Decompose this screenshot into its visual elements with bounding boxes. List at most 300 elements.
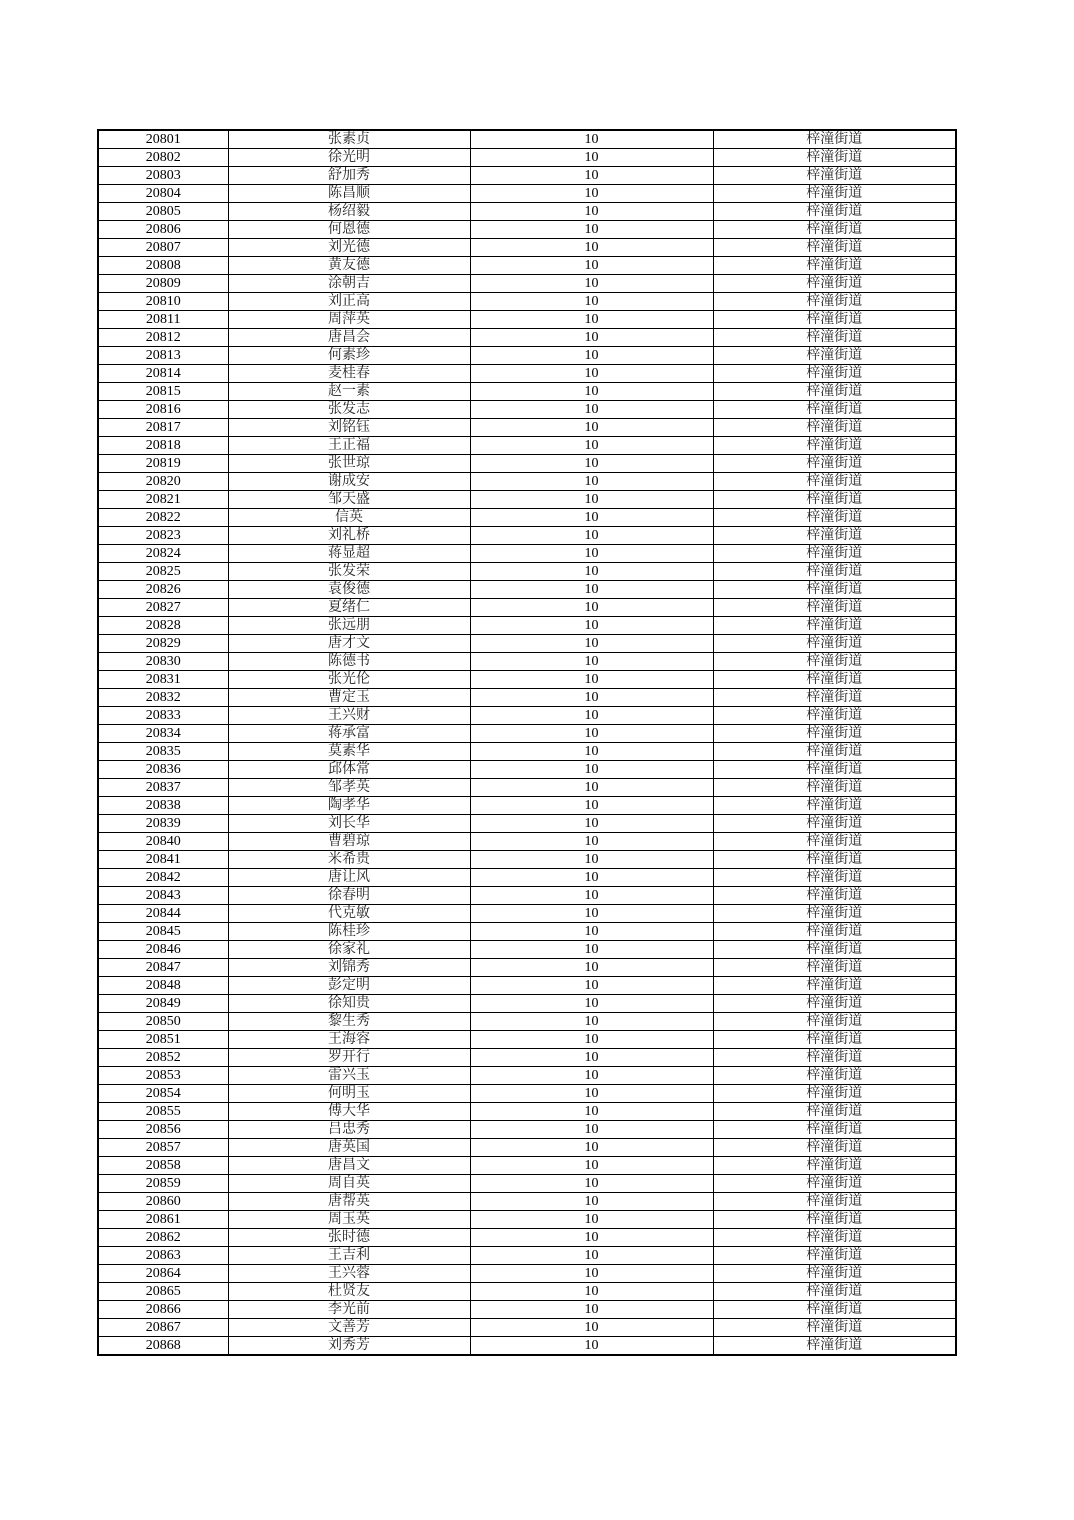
table-row <box>98 941 956 959</box>
cell-amount: 10 <box>470 1031 713 1049</box>
cell-amount: 10 <box>470 995 713 1013</box>
cell-street: 梓潼街道 <box>713 221 956 239</box>
cell-id: 20841 <box>98 851 228 869</box>
cell-amount: 10 <box>470 221 713 239</box>
table-row <box>98 365 956 383</box>
cell-id: 20868 <box>98 1337 228 1356</box>
table-row <box>98 1265 956 1283</box>
cell-street: 梓潼街道 <box>713 473 956 491</box>
cell-id: 20810 <box>98 293 228 311</box>
cell-name: 张发志 <box>228 401 470 419</box>
cell-name: 唐帮英 <box>228 1193 470 1211</box>
table-row <box>98 1247 956 1265</box>
cell-street: 梓潼街道 <box>713 581 956 599</box>
cell-street: 梓潼街道 <box>713 959 956 977</box>
table-row <box>98 383 956 401</box>
table-row <box>98 149 956 167</box>
cell-name: 周玉英 <box>228 1211 470 1229</box>
cell-amount: 10 <box>470 347 713 365</box>
cell-name: 张发荣 <box>228 563 470 581</box>
cell-street: 梓潼街道 <box>713 1175 956 1193</box>
cell-street: 梓潼街道 <box>713 203 956 221</box>
cell-amount: 10 <box>470 833 713 851</box>
cell-amount: 10 <box>470 167 713 185</box>
cell-amount: 10 <box>470 365 713 383</box>
cell-street: 梓潼街道 <box>713 707 956 725</box>
cell-amount: 10 <box>470 1013 713 1031</box>
table-row <box>98 617 956 635</box>
table-row <box>98 545 956 563</box>
table-row <box>98 995 956 1013</box>
cell-id: 20847 <box>98 959 228 977</box>
cell-id: 20846 <box>98 941 228 959</box>
cell-amount: 10 <box>470 130 713 149</box>
cell-name: 刘锦秀 <box>228 959 470 977</box>
cell-street: 梓潼街道 <box>713 455 956 473</box>
cell-amount: 10 <box>470 743 713 761</box>
cell-id: 20859 <box>98 1175 228 1193</box>
cell-street: 梓潼街道 <box>713 1013 956 1031</box>
table-row <box>98 1283 956 1301</box>
cell-street: 梓潼街道 <box>713 617 956 635</box>
cell-id: 20849 <box>98 995 228 1013</box>
cell-amount: 10 <box>470 815 713 833</box>
cell-name: 夏绪仁 <box>228 599 470 617</box>
cell-name: 徐知贵 <box>228 995 470 1013</box>
cell-amount: 10 <box>470 671 713 689</box>
cell-amount: 10 <box>470 419 713 437</box>
cell-name: 王兴财 <box>228 707 470 725</box>
cell-street: 梓潼街道 <box>713 743 956 761</box>
cell-street: 梓潼街道 <box>713 437 956 455</box>
table-row <box>98 671 956 689</box>
cell-amount: 10 <box>470 1319 713 1337</box>
table-row <box>98 1013 956 1031</box>
cell-street: 梓潼街道 <box>713 671 956 689</box>
cell-name: 邱体常 <box>228 761 470 779</box>
table-row <box>98 401 956 419</box>
cell-amount: 10 <box>470 635 713 653</box>
table-row <box>98 419 956 437</box>
cell-name: 刘光德 <box>228 239 470 257</box>
cell-amount: 10 <box>470 959 713 977</box>
cell-amount: 10 <box>470 1175 713 1193</box>
table-row <box>98 959 956 977</box>
cell-amount: 10 <box>470 1247 713 1265</box>
cell-name: 信英 <box>228 509 470 527</box>
table-row <box>98 347 956 365</box>
cell-amount: 10 <box>470 653 713 671</box>
cell-amount: 10 <box>470 1193 713 1211</box>
cell-street: 梓潼街道 <box>713 167 956 185</box>
cell-name: 何素珍 <box>228 347 470 365</box>
table-row <box>98 257 956 275</box>
table-row <box>98 293 956 311</box>
cell-name: 周萍英 <box>228 311 470 329</box>
cell-id: 20807 <box>98 239 228 257</box>
cell-id: 20808 <box>98 257 228 275</box>
cell-amount: 10 <box>470 851 713 869</box>
table-row <box>98 1175 956 1193</box>
cell-id: 20832 <box>98 689 228 707</box>
cell-id: 20815 <box>98 383 228 401</box>
cell-id: 20811 <box>98 311 228 329</box>
cell-street: 梓潼街道 <box>713 851 956 869</box>
table-row <box>98 923 956 941</box>
cell-id: 20838 <box>98 797 228 815</box>
cell-id: 20831 <box>98 671 228 689</box>
table-row <box>98 1049 956 1067</box>
cell-name: 赵一素 <box>228 383 470 401</box>
cell-id: 20824 <box>98 545 228 563</box>
cell-street: 梓潼街道 <box>713 257 956 275</box>
cell-amount: 10 <box>470 689 713 707</box>
cell-amount: 10 <box>470 275 713 293</box>
cell-name: 李光前 <box>228 1301 470 1319</box>
cell-amount: 10 <box>470 1283 713 1301</box>
cell-id: 20833 <box>98 707 228 725</box>
cell-street: 梓潼街道 <box>713 653 956 671</box>
cell-street: 梓潼街道 <box>713 185 956 203</box>
cell-id: 20809 <box>98 275 228 293</box>
cell-amount: 10 <box>470 383 713 401</box>
cell-name: 雷兴玉 <box>228 1067 470 1085</box>
cell-street: 梓潼街道 <box>713 1319 956 1337</box>
cell-id: 20828 <box>98 617 228 635</box>
cell-id: 20805 <box>98 203 228 221</box>
cell-id: 20857 <box>98 1139 228 1157</box>
table-row <box>98 563 956 581</box>
cell-name: 罗开行 <box>228 1049 470 1067</box>
table-row <box>98 1031 956 1049</box>
cell-id: 20860 <box>98 1193 228 1211</box>
cell-amount: 10 <box>470 1211 713 1229</box>
cell-amount: 10 <box>470 581 713 599</box>
cell-street: 梓潼街道 <box>713 509 956 527</box>
cell-name: 张素贞 <box>228 130 470 149</box>
cell-amount: 10 <box>470 1085 713 1103</box>
table-row <box>98 1337 956 1356</box>
cell-id: 20852 <box>98 1049 228 1067</box>
cell-amount: 10 <box>470 779 713 797</box>
cell-name: 曹定玉 <box>228 689 470 707</box>
cell-street: 梓潼街道 <box>713 563 956 581</box>
table-row <box>98 1229 956 1247</box>
cell-name: 唐昌文 <box>228 1157 470 1175</box>
cell-street: 梓潼街道 <box>713 779 956 797</box>
cell-street: 梓潼街道 <box>713 1139 956 1157</box>
cell-id: 20801 <box>98 130 228 149</box>
cell-id: 20818 <box>98 437 228 455</box>
cell-street: 梓潼街道 <box>713 887 956 905</box>
cell-name: 陈德书 <box>228 653 470 671</box>
cell-id: 20812 <box>98 329 228 347</box>
cell-street: 梓潼街道 <box>713 293 956 311</box>
cell-street: 梓潼街道 <box>713 941 956 959</box>
cell-id: 20854 <box>98 1085 228 1103</box>
cell-name: 唐才文 <box>228 635 470 653</box>
cell-id: 20826 <box>98 581 228 599</box>
cell-id: 20819 <box>98 455 228 473</box>
cell-amount: 10 <box>470 509 713 527</box>
cell-id: 20836 <box>98 761 228 779</box>
cell-amount: 10 <box>470 491 713 509</box>
cell-amount: 10 <box>470 1049 713 1067</box>
cell-street: 梓潼街道 <box>713 995 956 1013</box>
table-row <box>98 239 956 257</box>
table-row <box>98 1319 956 1337</box>
cell-amount: 10 <box>470 1265 713 1283</box>
cell-street: 梓潼街道 <box>713 365 956 383</box>
table-row <box>98 707 956 725</box>
cell-amount: 10 <box>470 761 713 779</box>
table-row <box>98 311 956 329</box>
cell-name: 徐家礼 <box>228 941 470 959</box>
cell-amount: 10 <box>470 1067 713 1085</box>
cell-street: 梓潼街道 <box>713 1067 956 1085</box>
cell-id: 20848 <box>98 977 228 995</box>
cell-name: 周自英 <box>228 1175 470 1193</box>
cell-id: 20865 <box>98 1283 228 1301</box>
cell-street: 梓潼街道 <box>713 1301 956 1319</box>
table-row <box>98 833 956 851</box>
cell-street: 梓潼街道 <box>713 1121 956 1139</box>
table-row <box>98 599 956 617</box>
cell-name: 王正福 <box>228 437 470 455</box>
cell-street: 梓潼街道 <box>713 977 956 995</box>
cell-id: 20862 <box>98 1229 228 1247</box>
cell-name: 曹碧琼 <box>228 833 470 851</box>
cell-street: 梓潼街道 <box>713 347 956 365</box>
cell-name: 王兴蓉 <box>228 1265 470 1283</box>
cell-name: 唐让风 <box>228 869 470 887</box>
cell-id: 20834 <box>98 725 228 743</box>
cell-street: 梓潼街道 <box>713 311 956 329</box>
cell-id: 20843 <box>98 887 228 905</box>
cell-id: 20813 <box>98 347 228 365</box>
cell-id: 20822 <box>98 509 228 527</box>
cell-amount: 10 <box>470 239 713 257</box>
cell-amount: 10 <box>470 869 713 887</box>
cell-id: 20803 <box>98 167 228 185</box>
cell-name: 刘长华 <box>228 815 470 833</box>
cell-street: 梓潼街道 <box>713 1085 956 1103</box>
cell-name: 吕忠秀 <box>228 1121 470 1139</box>
cell-name: 代克敏 <box>228 905 470 923</box>
cell-name: 舒加秀 <box>228 167 470 185</box>
cell-id: 20842 <box>98 869 228 887</box>
cell-id: 20866 <box>98 1301 228 1319</box>
cell-id: 20839 <box>98 815 228 833</box>
cell-amount: 10 <box>470 905 713 923</box>
table-row <box>98 473 956 491</box>
cell-amount: 10 <box>470 329 713 347</box>
cell-amount: 10 <box>470 527 713 545</box>
cell-id: 20830 <box>98 653 228 671</box>
cell-amount: 10 <box>470 257 713 275</box>
cell-amount: 10 <box>470 437 713 455</box>
cell-name: 蒋承富 <box>228 725 470 743</box>
table-row <box>98 455 956 473</box>
cell-name: 邹孝英 <box>228 779 470 797</box>
cell-name: 何恩德 <box>228 221 470 239</box>
table-row <box>98 815 956 833</box>
table-row <box>98 581 956 599</box>
cell-name: 黎生秀 <box>228 1013 470 1031</box>
cell-name: 张光伦 <box>228 671 470 689</box>
cell-street: 梓潼街道 <box>713 1157 956 1175</box>
cell-id: 20858 <box>98 1157 228 1175</box>
cell-amount: 10 <box>470 923 713 941</box>
cell-name: 陈昌顺 <box>228 185 470 203</box>
cell-street: 梓潼街道 <box>713 1031 956 1049</box>
table-row <box>98 1103 956 1121</box>
cell-id: 20863 <box>98 1247 228 1265</box>
cell-id: 20855 <box>98 1103 228 1121</box>
table-row <box>98 1139 956 1157</box>
cell-id: 20850 <box>98 1013 228 1031</box>
table-row <box>98 905 956 923</box>
cell-name: 张世琼 <box>228 455 470 473</box>
table-row <box>98 221 956 239</box>
cell-street: 梓潼街道 <box>713 545 956 563</box>
cell-id: 20835 <box>98 743 228 761</box>
cell-id: 20816 <box>98 401 228 419</box>
cell-name: 涂朝吉 <box>228 275 470 293</box>
cell-amount: 10 <box>470 149 713 167</box>
cell-name: 张远朋 <box>228 617 470 635</box>
cell-street: 梓潼街道 <box>713 1103 956 1121</box>
cell-id: 20821 <box>98 491 228 509</box>
cell-amount: 10 <box>470 1121 713 1139</box>
cell-id: 20864 <box>98 1265 228 1283</box>
cell-street: 梓潼街道 <box>713 815 956 833</box>
cell-street: 梓潼街道 <box>713 923 956 941</box>
cell-street: 梓潼街道 <box>713 383 956 401</box>
cell-name: 米希贵 <box>228 851 470 869</box>
cell-street: 梓潼街道 <box>713 1193 956 1211</box>
cell-name: 徐光明 <box>228 149 470 167</box>
table-row <box>98 869 956 887</box>
table-row <box>98 491 956 509</box>
table-row <box>98 887 956 905</box>
cell-name: 蒋显超 <box>228 545 470 563</box>
cell-id: 20851 <box>98 1031 228 1049</box>
cell-amount: 10 <box>470 887 713 905</box>
cell-amount: 10 <box>470 185 713 203</box>
cell-id: 20814 <box>98 365 228 383</box>
cell-street: 梓潼街道 <box>713 130 956 149</box>
cell-street: 梓潼街道 <box>713 1283 956 1301</box>
cell-name: 文善芳 <box>228 1319 470 1337</box>
cell-street: 梓潼街道 <box>713 527 956 545</box>
table-row <box>98 1067 956 1085</box>
table-row <box>98 851 956 869</box>
cell-street: 梓潼街道 <box>713 635 956 653</box>
cell-street: 梓潼街道 <box>713 797 956 815</box>
cell-name: 彭定明 <box>228 977 470 995</box>
table-row <box>98 1193 956 1211</box>
cell-amount: 10 <box>470 707 713 725</box>
table-row <box>98 329 956 347</box>
cell-id: 20856 <box>98 1121 228 1139</box>
cell-name: 唐英国 <box>228 1139 470 1157</box>
table-row <box>98 275 956 293</box>
cell-id: 20806 <box>98 221 228 239</box>
cell-amount: 10 <box>470 293 713 311</box>
table-row <box>98 1085 956 1103</box>
cell-id: 20817 <box>98 419 228 437</box>
cell-id: 20802 <box>98 149 228 167</box>
cell-street: 梓潼街道 <box>713 599 956 617</box>
table-row <box>98 653 956 671</box>
cell-id: 20820 <box>98 473 228 491</box>
cell-id: 20844 <box>98 905 228 923</box>
cell-id: 20827 <box>98 599 228 617</box>
table-row <box>98 761 956 779</box>
cell-name: 王吉利 <box>228 1247 470 1265</box>
cell-name: 何明玉 <box>228 1085 470 1103</box>
cell-name: 黄友德 <box>228 257 470 275</box>
cell-amount: 10 <box>470 545 713 563</box>
cell-street: 梓潼街道 <box>713 149 956 167</box>
cell-street: 梓潼街道 <box>713 275 956 293</box>
cell-street: 梓潼街道 <box>713 1211 956 1229</box>
cell-street: 梓潼街道 <box>713 833 956 851</box>
table-row <box>98 509 956 527</box>
table-row <box>98 779 956 797</box>
cell-amount: 10 <box>470 311 713 329</box>
cell-name: 徐春明 <box>228 887 470 905</box>
cell-name: 谢成安 <box>228 473 470 491</box>
cell-amount: 10 <box>470 1139 713 1157</box>
cell-amount: 10 <box>470 1301 713 1319</box>
cell-name: 刘礼桥 <box>228 527 470 545</box>
cell-name: 陶孝华 <box>228 797 470 815</box>
cell-name: 杨绍毅 <box>228 203 470 221</box>
cell-street: 梓潼街道 <box>713 725 956 743</box>
cell-street: 梓潼街道 <box>713 689 956 707</box>
cell-id: 20837 <box>98 779 228 797</box>
cell-amount: 10 <box>470 473 713 491</box>
cell-amount: 10 <box>470 401 713 419</box>
table-row <box>98 130 956 149</box>
cell-name: 袁俊德 <box>228 581 470 599</box>
table-row <box>98 437 956 455</box>
cell-name: 刘秀芳 <box>228 1337 470 1356</box>
cell-id: 20825 <box>98 563 228 581</box>
cell-id: 20823 <box>98 527 228 545</box>
cell-street: 梓潼街道 <box>713 1337 956 1356</box>
cell-name: 陈桂珍 <box>228 923 470 941</box>
cell-id: 20853 <box>98 1067 228 1085</box>
cell-name: 唐昌会 <box>228 329 470 347</box>
cell-name: 杜贤友 <box>228 1283 470 1301</box>
cell-street: 梓潼街道 <box>713 1229 956 1247</box>
cell-id: 20861 <box>98 1211 228 1229</box>
cell-street: 梓潼街道 <box>713 869 956 887</box>
cell-amount: 10 <box>470 977 713 995</box>
cell-amount: 10 <box>470 455 713 473</box>
cell-amount: 10 <box>470 563 713 581</box>
cell-name: 傅大华 <box>228 1103 470 1121</box>
cell-street: 梓潼街道 <box>713 239 956 257</box>
cell-amount: 10 <box>470 725 713 743</box>
table-row <box>98 635 956 653</box>
cell-street: 梓潼街道 <box>713 1247 956 1265</box>
data-table <box>97 129 957 1356</box>
table-row <box>98 185 956 203</box>
